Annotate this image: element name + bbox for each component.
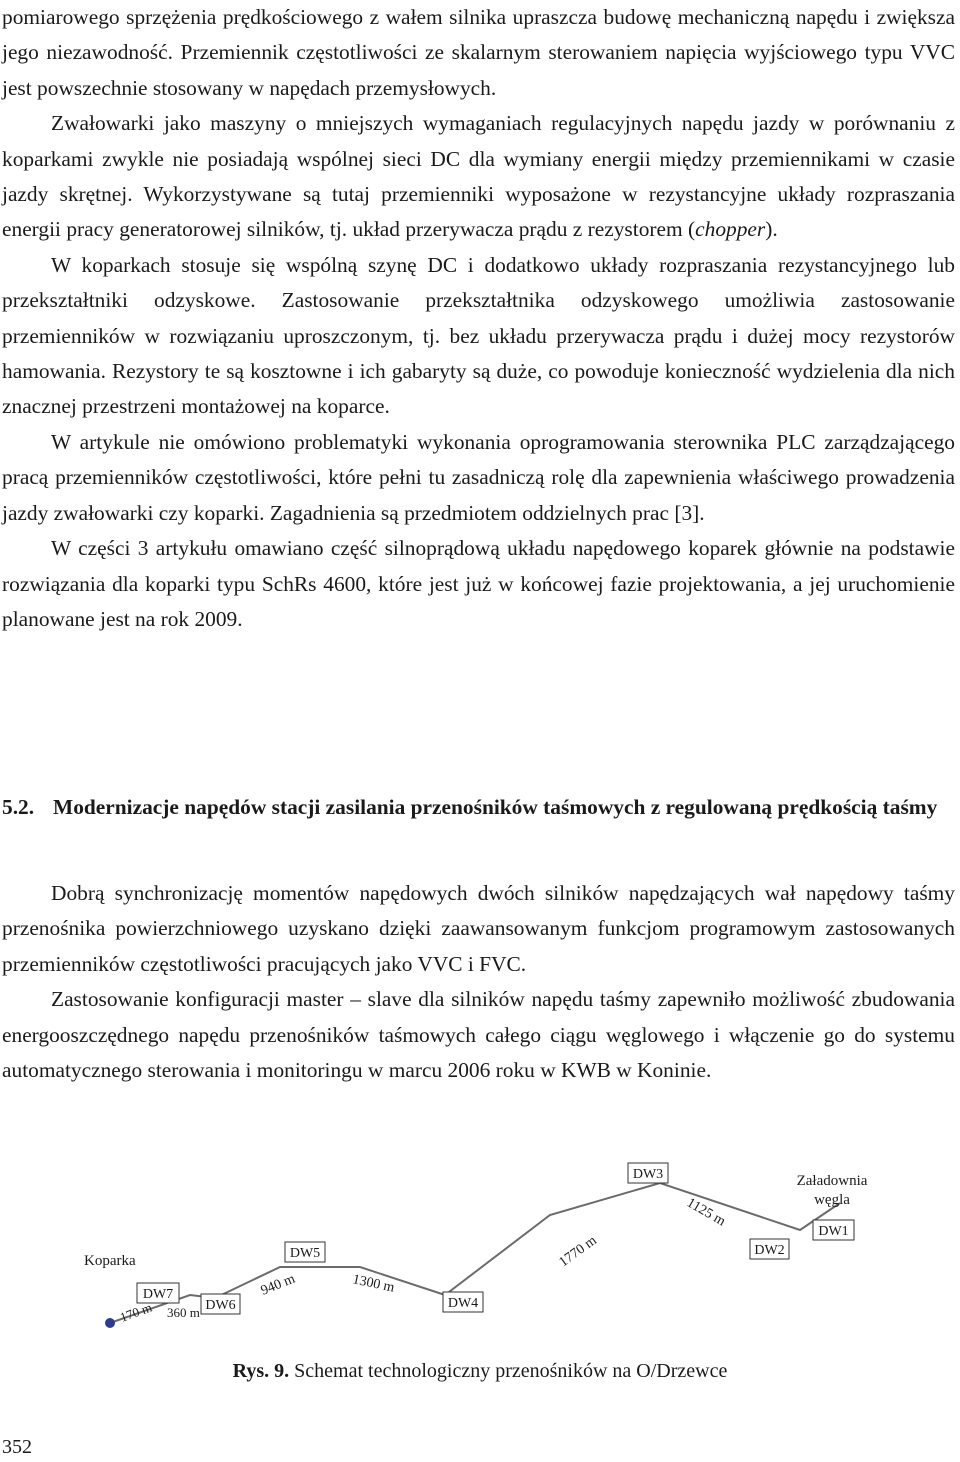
koparka-label: Koparka bbox=[84, 1253, 136, 1269]
caption-label: Rys. 9. bbox=[232, 1360, 290, 1382]
station-label: DW2 bbox=[754, 1243, 785, 1258]
station-label: DW3 bbox=[632, 1167, 664, 1182]
distance-label: 170 m bbox=[117, 1299, 154, 1325]
station-dw7 bbox=[137, 1283, 179, 1303]
station-dw2 bbox=[750, 1239, 789, 1259]
paragraph: pomiarowego sprzężenia prędkościowego z wałem silnika upraszcza budowę mechaniczną napędu i zwiększa jego niezawodność. Przemiennik częstotliwości ze skalarnym sterowaniem napięcia wyjściowego typu VVC jest powszechnie stosowany w napędach przemysłowych. bbox=[2, 5, 955, 100]
koparka-start-point bbox=[105, 1318, 115, 1328]
paragraph bbox=[2, 106, 955, 248]
station-label: DW7 bbox=[142, 1287, 174, 1302]
page-number: 352 bbox=[2, 1436, 32, 1458]
paragraph-text-tail: ). bbox=[765, 217, 778, 242]
conveyor-scheme-figure bbox=[80, 1155, 900, 1355]
station-dw4 bbox=[443, 1292, 483, 1312]
section-number: 5.2. bbox=[2, 795, 35, 819]
distance-label: 1125 m bbox=[684, 1195, 728, 1230]
distance-label: 940 m bbox=[258, 1271, 298, 1299]
station-dw6 bbox=[201, 1294, 240, 1314]
paragraph: Zastosowanie konfiguracji master – slave dla silników napędu taśmy zapewniło możliwość zbudowania energooszczędnego napędu przenośników taśmowych całego ciągu węglowego i włączenie go do systemu automatycznego sterowania i monitoringu w marcu 2006 roku w KWB w Koninie. bbox=[2, 987, 955, 1083]
section-heading bbox=[2, 790, 942, 824]
station-dw1 bbox=[813, 1220, 854, 1240]
distance-label: 360 m bbox=[167, 1305, 200, 1320]
distance-label: 1300 m bbox=[351, 1272, 396, 1296]
paragraph: W artykule nie omówiono problematyki wykonania oprogramowania sterownika PLC zarządzającego pracą przemienników częstotliwości, które pełni tu zasadniczą rolę dla zapewnienia właściwego prowadzenia jazdy zwałowarki czy koparki. Zagadnienia są przedmiotem oddzielnych prac [3]. bbox=[2, 429, 955, 525]
caption-text: Schemat technologiczny przenośników na O/Drzewce bbox=[289, 1360, 728, 1382]
paragraph: W części 3 artykułu omawiano część silnoprądową układu napędowego koparek głównie na podstawie rozwiązania dla koparki typu SchRs 4600, które jest już w końcowej fazie projektowania, a jej uruchomienie planowane jest na rok 2009. bbox=[2, 536, 955, 631]
conveyor-scheme-diagram bbox=[80, 1155, 900, 1355]
station-label: DW1 bbox=[818, 1224, 849, 1239]
paragraph-text: Zwałowarki jako maszyny o mniejszych wymaganiach regulacyjnych napędu jazdy w porównaniu z koparkami zwykle nie posiadają wspólnej sieci DC dla wymiany energii między przemiennikami w czasie jazdy skrętnej. Wykorzystywane są tutaj przemienniki wyposażone w rezystancyjne układy rozpraszania energii pracy generatorowej silników, tj. układ przerywacza prądu z rezystorem ( bbox=[2, 111, 955, 242]
station-label: DW5 bbox=[289, 1246, 321, 1261]
body-text-top bbox=[2, 0, 955, 637]
paragraph: W koparkach stosuje się wspólną szynę DC i dodatkowo układy rozpraszania rezystancyjnego lub przekształtniki odzyskowe. Zastosowanie przekształtnika odzyskowego umożliwia zastosowanie przemienników w rozwiązaniu uproszczonym, tj. bez układu przerywacza prądu i dużej mocy rezystorów hamowania. Rezystory te są kosztowne i ich gabaryty są duże, co powoduje konieczność wydzielenia dla nich znacznej przestrzeni montażowej na koparce. bbox=[2, 252, 955, 419]
station-label: DW4 bbox=[447, 1296, 479, 1311]
section-title: Modernizacje napędów stacji zasilania przenośników taśmowych z regulowaną prędkością taśmy bbox=[53, 795, 938, 819]
paragraph: Dobrą synchronizację momentów napędowych dwóch silników napędzających wał napędowy taśmy przenośnika powierzchniowego uzyskano dzięki zaawansowanym funkcjom programowym zastosowanych przemienników częstotliwości pracujących jako VVC i FVC. bbox=[2, 881, 955, 976]
body-text-bottom bbox=[2, 876, 955, 1088]
station-dw5 bbox=[285, 1242, 325, 1262]
italic-term: chopper bbox=[695, 217, 766, 242]
distance-label: 1770 m bbox=[556, 1233, 600, 1271]
figure-caption bbox=[0, 1357, 960, 1385]
zaladownia-label-line1: Załadownia bbox=[796, 1173, 868, 1189]
station-dw3 bbox=[628, 1163, 668, 1183]
zaladownia-label-line2: węgla bbox=[814, 1192, 850, 1208]
station-label: DW6 bbox=[205, 1298, 236, 1313]
